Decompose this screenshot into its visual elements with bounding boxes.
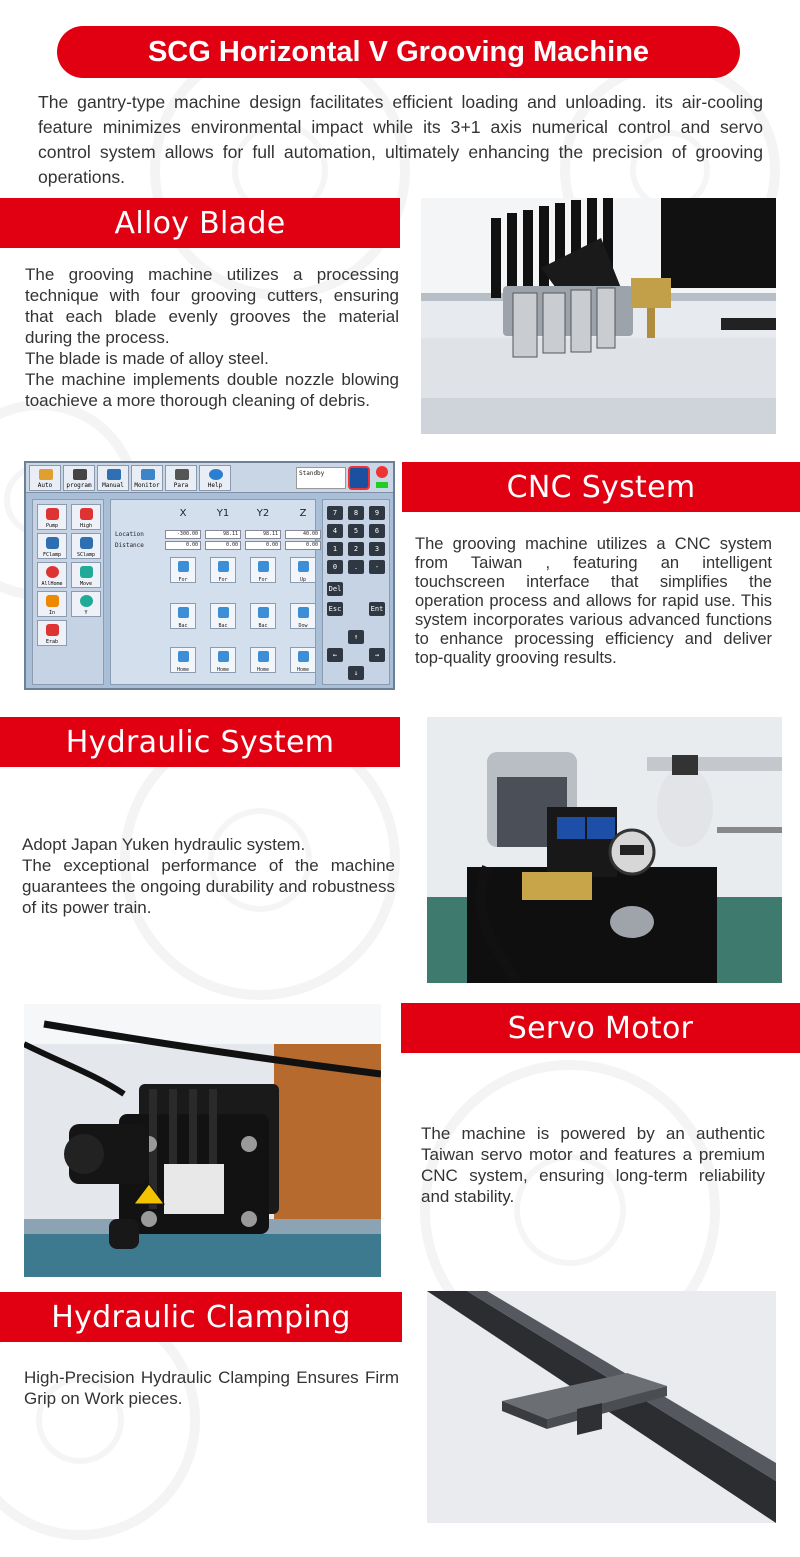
hmi-tab-program: program [63,465,95,491]
hydraulic-clamping-text [24,1367,399,1409]
hmi-btn-high: High [71,504,101,530]
hmi-tab-auto: Auto [29,465,61,491]
section-banner-hydraulic-system [0,717,400,767]
keypad-key: Esc [327,602,343,616]
axis-label: X [179,508,187,519]
axis-label: Y1 [216,508,230,519]
keypad-key: 4 [327,524,343,538]
status-led-icon [376,482,388,488]
keypad-key: 3 [369,542,385,556]
hmi-btn-pump: Pump [37,504,67,530]
paragraph: The machine is powered by an authentic Taiwan servo motor and features a premium CNC system, ensuring long-term reliability and stability. [421,1124,765,1206]
paragraph: The blade is made of alloy steel. [25,349,269,368]
keypad-key: Del [327,582,343,596]
keypad-key: 6 [369,524,385,538]
jog-button: Bac [250,603,276,629]
page-title-banner [57,26,740,78]
jog-button: Home [290,647,316,673]
jog-button: For [170,557,196,583]
distance-value: 0.00 [205,541,241,550]
paragraph: The exceptional performance of the machine guarantees the ongoing durability and robustness of its power train. [22,856,395,917]
row-label: Location [115,531,144,538]
keypad-key: 9 [369,506,385,520]
keypad-key: . [348,560,364,574]
hmi-btn-fclamp: FClamp [37,533,67,559]
hmi-keypad [322,499,390,685]
keypad-key: 8 [348,506,364,520]
jog-button: Bac [170,603,196,629]
axis-label: Z [299,508,307,519]
location-value: 98.11 [245,530,281,539]
cnc-system-text [415,535,772,668]
hydraulic-system-text [22,834,395,918]
row-label: Distance [115,542,144,549]
hmi-btn-sclamp: SClamp [71,533,101,559]
hmi-btn-erab: Erab [37,620,67,646]
distance-value: 0.00 [165,541,201,550]
hmi-app-icon [348,466,370,490]
jog-button: Home [210,647,236,673]
cnc-touchscreen-photo [24,461,395,690]
paragraph: Adopt Japan Yuken hydraulic system. [22,835,306,854]
hmi-btn-y: Y [71,591,101,617]
keypad-key: 5 [348,524,364,538]
hmi-side-panel [32,499,104,685]
keypad-key: 0 [327,560,343,574]
location-value: -300.00 [165,530,201,539]
section-title: Servo Motor [507,1010,694,1046]
hmi-tab-monitor: Monitor [131,465,163,491]
arrow-up-icon: ↑ [348,630,364,644]
arrow-left-icon: ← [327,648,343,662]
section-banner-servo-motor [401,1003,800,1053]
servo-motor-text [421,1123,765,1207]
location-value: 98.11 [205,530,241,539]
distance-value: 0.00 [285,541,321,550]
section-banner-alloy-blade [0,198,400,248]
section-title: Hydraulic Clamping [51,1299,351,1335]
axis-label: Y2 [256,508,270,519]
arrow-right-icon: → [369,648,385,662]
jog-button: For [250,557,276,583]
hydraulic-clamping-photo [427,1291,776,1523]
hydraulic-system-photo [427,717,782,983]
arrow-down-icon: ↓ [348,666,364,680]
hmi-toolbar [26,463,393,493]
paragraph: The grooving machine utilizes a processing technique with four grooving cutters, ensuring that each blade evenly grooves the material during the process. [25,265,399,347]
section-banner-hydraulic-clamping [0,1292,402,1342]
power-icon [376,466,388,478]
hmi-tab-para: Para [165,465,197,491]
keypad-key: 2 [348,542,364,556]
paragraph: The machine implements double nozzle blowing toachieve a more thorough cleaning of debris. [25,370,399,410]
section-banner-cnc-system [402,462,800,512]
jog-button: Up [290,557,316,583]
keypad-key: 1 [327,542,343,556]
hmi-btn-move: Move [71,562,101,588]
section-title: CNC System [506,469,696,505]
intro-paragraph: The gantry-type machine design facilitates efficient loading and unloading. its air-cooling feature minimizes environmental impact while its 3+1 axis numerical control and servo control system allows for full automation, ultimately enhancing the precision of grooving operations. [38,92,763,187]
jog-button: For [210,557,236,583]
keypad-key: 7 [327,506,343,520]
keypad-key: - [369,560,385,574]
servo-motor-photo [24,1004,381,1277]
hmi-tab-manual: Manual [97,465,129,491]
keypad-key: Ent [369,602,385,616]
paragraph: High-Precision Hydraulic Clamping Ensures Firm Grip on Work pieces. [24,1368,399,1408]
hmi-axis-panel [110,499,316,685]
section-title: Hydraulic System [65,724,335,760]
jog-button: Dow [290,603,316,629]
jog-button: Home [250,647,276,673]
hmi-tab-help: Help [199,465,231,491]
jog-button: Bac [210,603,236,629]
hmi-status: Standby [296,467,346,489]
distance-value: 0.00 [245,541,281,550]
section-title: Alloy Blade [114,205,286,241]
page-title: SCG Horizontal V Grooving Machine [147,35,650,68]
hmi-btn-in: In [37,591,67,617]
jog-button: Home [170,647,196,673]
hmi-btn-allhome: AllHome [37,562,67,588]
alloy-blade-photo [421,198,776,434]
paragraph: The grooving machine utilizes a CNC system from Taiwan , featuring an intelligent touchscreen interface that simplifies the operation process and allows for rapid use. This system incorporates various advanced functions to enhance processing efficiency and deliver top-quality grooving results. [415,535,772,667]
alloy-blade-text [25,264,399,411]
location-value: 40.00 [285,530,321,539]
